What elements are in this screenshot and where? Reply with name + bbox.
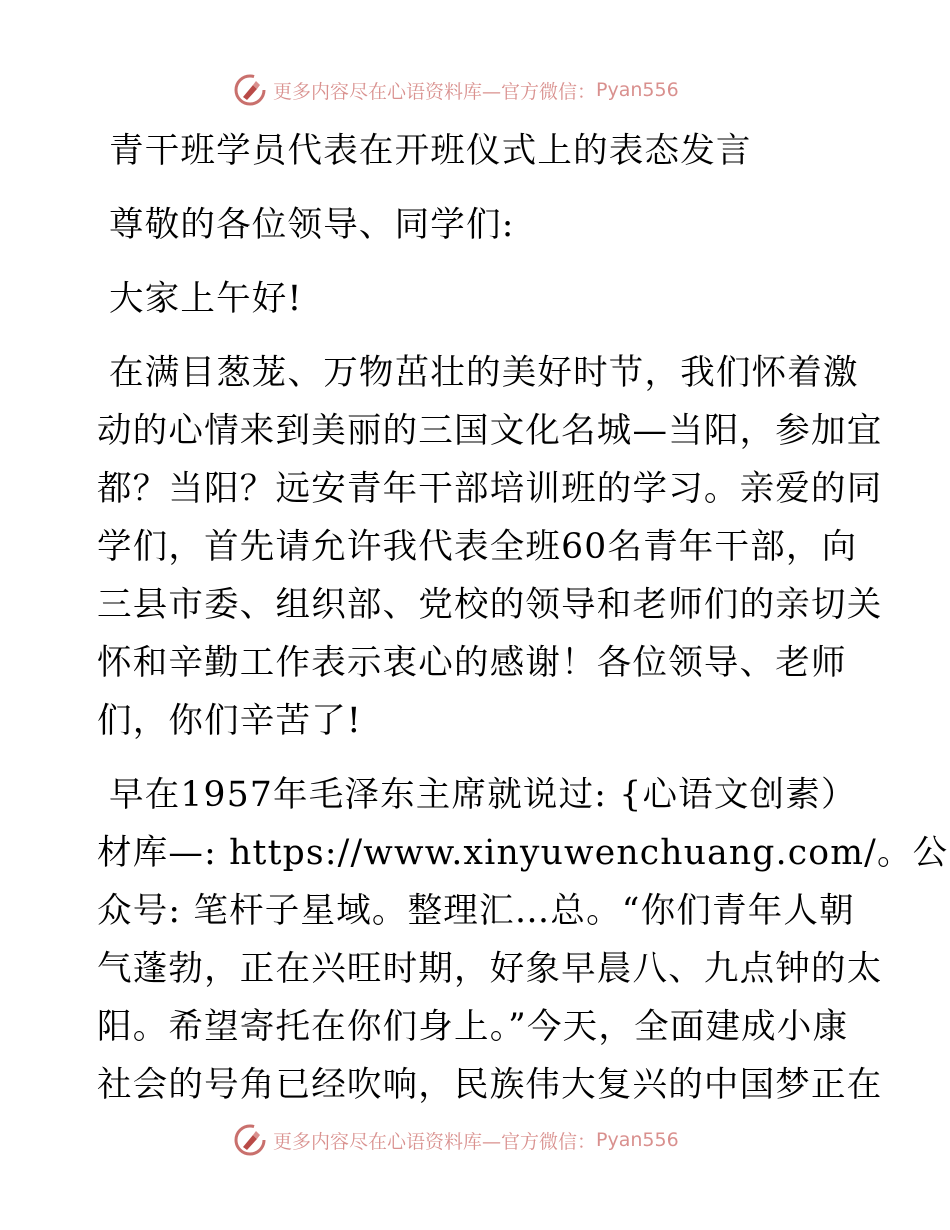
paragraph-1 bbox=[97, 344, 883, 750]
paragraph-line: 早在1957年毛泽东主席就说过: {心语文创素） bbox=[109, 775, 857, 815]
paragraph-line: 学们，首先请允许我代表全班60名青年干部，向 bbox=[97, 527, 858, 567]
paragraph-line: 材库—: https://www.xinyuwenchuang.com/。公 bbox=[97, 833, 949, 873]
salutation: 尊敬的各位领导、同学们: bbox=[109, 205, 515, 245]
paragraph-line: 气蓬勃，正在兴旺时期，好象早晨八、九点钟的太 bbox=[97, 949, 883, 989]
paragraph-line: 动的心情来到美丽的三国文化名城—当阳，参加宜 bbox=[97, 411, 883, 451]
pen-logo-icon bbox=[233, 1123, 267, 1157]
paragraph-line: 都？当阳？远安青年干部培训班的学习。亲爱的同 bbox=[97, 469, 883, 509]
watermark-account: Pyan556 bbox=[596, 79, 679, 101]
paragraph-line: 社会的号角已经吹响，民族伟大复兴的中国梦正在 bbox=[97, 1065, 883, 1105]
paragraph-line: 们，你们辛苦了! bbox=[97, 701, 362, 741]
paragraph-line: 怀和辛勤工作表示衷心的感谢！各位领导、老师 bbox=[97, 643, 847, 683]
document-title: 青干班学员代表在开班仪式上的表态发言 bbox=[109, 131, 752, 171]
watermark-text: 更多内容尽在心语资料库—官方微信： bbox=[273, 80, 597, 103]
watermark-account: Pyan556 bbox=[596, 1129, 679, 1151]
pen-logo-icon bbox=[233, 73, 267, 107]
watermark-text: 更多内容尽在心语资料库—官方微信： bbox=[273, 1130, 597, 1153]
paragraph-2 bbox=[97, 766, 949, 1114]
paragraph-line: 三县市委、组织部、党校的领导和老师们的亲切关 bbox=[97, 585, 883, 625]
paragraph-line: 在满目葱茏、万物茁壮的美好时节，我们怀着激 bbox=[109, 353, 859, 393]
paragraph-line: 阳。希望寄托在你们身上。”今天，全面建成小康 bbox=[97, 1007, 849, 1047]
paragraph-line: 众号: 笔杆子星域。整理汇…总。“你们青年人朝 bbox=[97, 891, 855, 931]
header-watermark bbox=[233, 70, 713, 110]
document-body bbox=[97, 122, 949, 1114]
footer-watermark bbox=[233, 1120, 713, 1160]
greeting: 大家上午好! bbox=[109, 279, 303, 319]
